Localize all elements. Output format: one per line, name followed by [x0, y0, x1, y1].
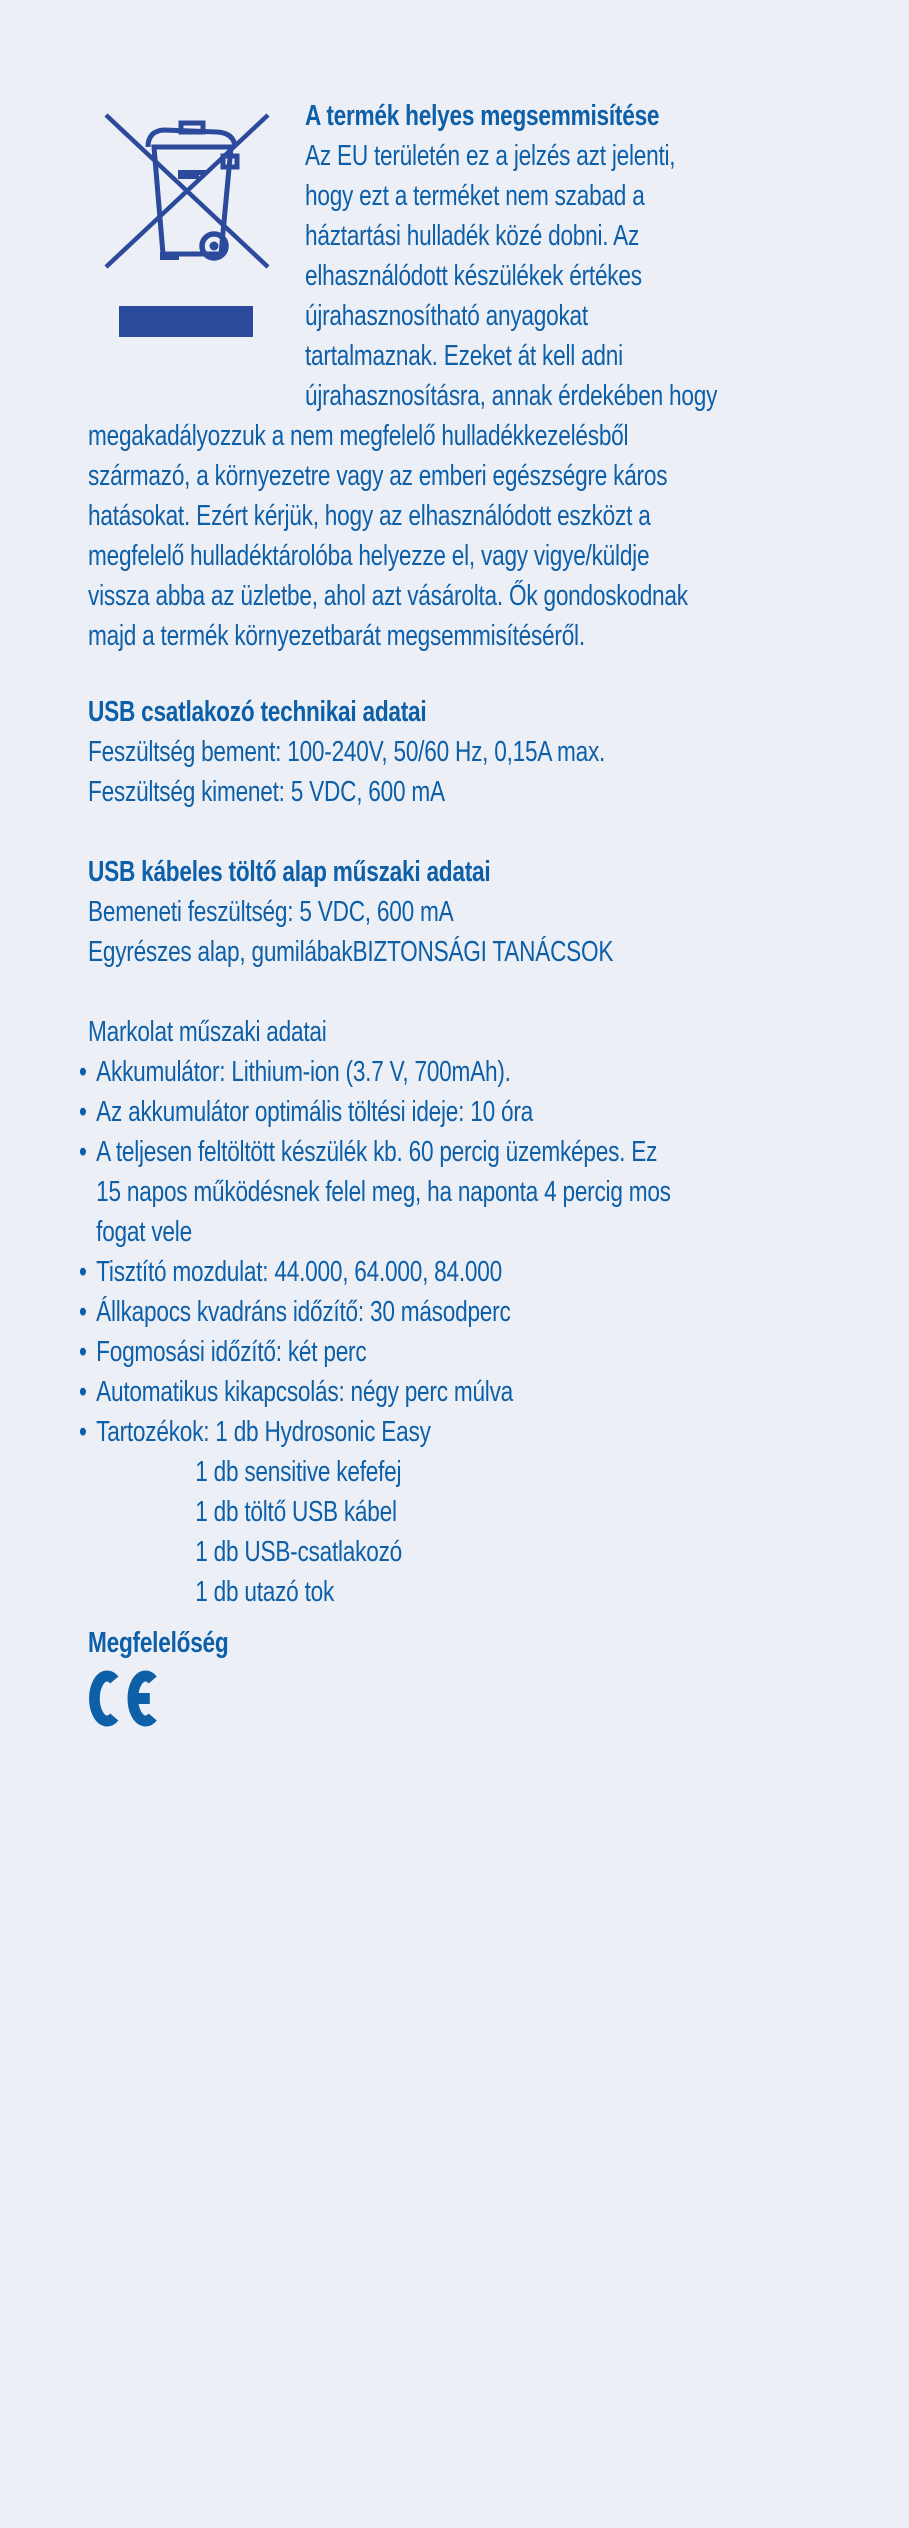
disposal-full-width-text	[88, 416, 849, 656]
handle-bullet-item	[79, 1092, 680, 1132]
handle-item-text: Állkapocs kvadráns időzítő: 30 másodperc	[96, 1296, 511, 1328]
disposal-section	[88, 96, 849, 656]
handle-item-text: Az akkumulátor optimális töltési ideje: 10 óra	[96, 1096, 533, 1128]
usb-base-section	[88, 852, 849, 972]
handle-section	[79, 1012, 849, 1612]
handle-bullet-item	[79, 1372, 680, 1412]
usb-connector-section	[88, 692, 849, 812]
bullet-marker: •	[79, 1376, 87, 1408]
disposal-line: háztartási hulladék közé dobni. Az	[305, 220, 640, 252]
disposal-line: újrahasznosítható anyagokat	[305, 300, 588, 332]
disposal-line: származó, a környezetre vagy az emberi egészségre káros	[88, 460, 668, 492]
disposal-line: majd a termék környezetbarát megsemmisítéséről.	[88, 620, 585, 652]
disposal-line: Az EU területén ez a jelzés azt jelenti,	[305, 140, 676, 172]
usb-base-line: Egyrészes alap, gumilábakBIZTONSÁGI TANÁCSOK	[88, 936, 614, 968]
handle-bullet-item	[79, 1132, 680, 1172]
usb-connector-line: Feszültség kimenet: 5 VDC, 600 mA	[88, 776, 445, 808]
weee-crossed-out-bin-icon	[104, 107, 270, 269]
bullet-marker: •	[79, 1416, 87, 1448]
disposal-text-column	[305, 96, 849, 416]
handle-bullet-item	[79, 1252, 680, 1292]
usb-connector-line: Feszültség bement: 100-240V, 50/60 Hz, 0,15A max.	[88, 736, 606, 768]
conformity-section	[88, 1623, 849, 1727]
usb-connector-heading: USB csatlakozó technikai adatai	[88, 696, 427, 728]
accessory-item: 1 db utazó tok	[195, 1576, 335, 1608]
handle-item-text: Akkumulátor: Lithium-ion (3.7 V, 700mAh).	[96, 1056, 511, 1088]
conformity-heading: Megfelelőség	[88, 1627, 229, 1659]
accessory-item: 1 db sensitive kefefej	[195, 1456, 402, 1488]
bullet-marker: •	[79, 1296, 87, 1328]
disposal-top-row	[88, 96, 849, 416]
handle-item-text: A teljesen feltöltött készülék kb. 60 percig üzemképes. Ez	[96, 1136, 658, 1168]
ce-mark-icon	[88, 1670, 160, 1727]
handle-heading: Markolat műszaki adatai	[88, 1016, 327, 1048]
weee-solid-bar	[119, 306, 253, 337]
handle-bullet-item	[79, 1292, 680, 1332]
disposal-line: hatásokat. Ezért kérjük, hogy az elhasználódott eszközt a	[88, 500, 651, 532]
bullet-marker: •	[79, 1336, 87, 1368]
handle-item-text: Fogmosási időzítő: két perc	[96, 1336, 367, 1368]
disposal-line: megfelelő hulladéktárolóba helyezze el, vagy vigye/küldje	[88, 540, 650, 572]
handle-item-continuation: 15 napos működésnek felel meg, ha naponta 4 percig mos	[96, 1176, 671, 1208]
disposal-line: hogy ezt a terméket nem szabad a	[305, 180, 645, 212]
handle-item-text: Tisztító mozdulat: 44.000, 64.000, 84.000	[96, 1256, 502, 1288]
handle-bullet-item	[79, 1412, 680, 1452]
accessory-item: 1 db töltő USB kábel	[195, 1496, 397, 1528]
accessory-item: 1 db USB-csatlakozó	[195, 1536, 403, 1568]
handle-item-text: Automatikus kikapcsolás: négy perc múlva	[96, 1376, 514, 1408]
handle-bullet-item	[79, 1052, 680, 1092]
disposal-line: elhasználódott készülékek értékes	[305, 260, 642, 292]
bullet-marker: •	[79, 1136, 87, 1168]
disposal-line: újrahasznosításra, annak érdekében hogy	[305, 380, 718, 412]
disposal-line: vissza abba az üzletbe, ahol azt vásárolta. Ők gondoskodnak	[88, 580, 688, 612]
bullet-marker: •	[79, 1096, 87, 1128]
bullet-marker: •	[79, 1256, 87, 1288]
handle-bullet-item	[79, 1332, 680, 1372]
handle-item-text: Tartozékok: 1 db Hydrosonic Easy	[96, 1416, 431, 1448]
bullet-marker: •	[79, 1056, 87, 1088]
disposal-heading: A termék helyes megsemmisítése	[305, 100, 660, 132]
weee-symbol-block	[88, 96, 305, 416]
disposal-line: megakadályozzuk a nem megfelelő hulladékkezelésből	[88, 420, 629, 452]
usb-base-heading: USB kábeles töltő alap műszaki adatai	[88, 856, 491, 888]
handle-item-continuation: fogat vele	[96, 1216, 192, 1248]
usb-base-line: Bemeneti feszültség: 5 VDC, 600 mA	[88, 896, 454, 928]
disposal-line: tartalmaznak. Ezeket át kell adni	[305, 340, 623, 372]
